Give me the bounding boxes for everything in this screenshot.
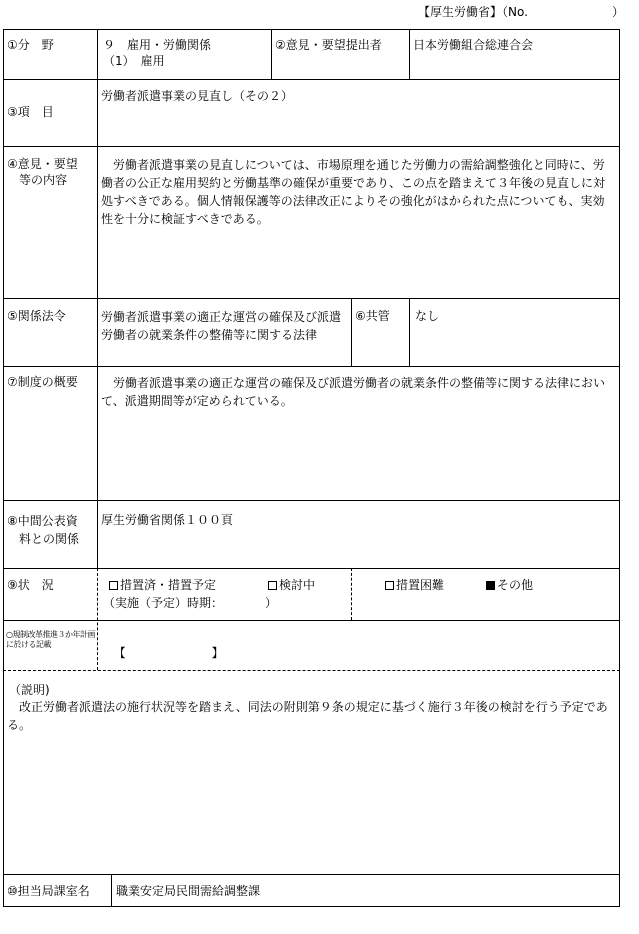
- law-label: ⑤関係法令: [7, 309, 66, 323]
- bureau-label-divider: [111, 874, 112, 907]
- joint-value: なし: [415, 309, 440, 323]
- content-text: 労働者派遣事業の見直しについては、市場原理を通じた労働力の需給調整強化と同時に、労働者の公正な雇用契約と労働基準の確保が重要であり、この点を踏まえて３年後の見直しに対処すべきである。個人情報保護等の法律改正によりその強化がはかられた点についても、実効性を十分に検証すべきである。: [101, 158, 606, 226]
- label-column-divider: [97, 29, 98, 569]
- row-divider: [3, 298, 620, 299]
- joint-label: ⑥共管: [355, 309, 390, 323]
- checkbox-difficult[interactable]: [385, 581, 394, 590]
- row-divider: [3, 874, 620, 875]
- status-option-label: その他: [497, 578, 534, 592]
- status-option-label: 措置困難: [396, 578, 445, 592]
- status-option-implemented[interactable]: [109, 577, 216, 593]
- number-close: ）: [611, 5, 624, 19]
- row-divider: [3, 366, 620, 367]
- submitter-value: 日本労働組合総連合会: [413, 38, 534, 52]
- field-value-line1: ９ 雇用・労働関係: [103, 38, 212, 52]
- row1-divider: [271, 29, 272, 79]
- explanation-text: 改正労働者派遣法の施行状況等を踏まえ、同法の附則第９条の規定に基づく施行３年後の検討を行う予定である。: [7, 700, 608, 732]
- law-divider: [409, 298, 410, 366]
- field-value-line2: （1） 雇用: [103, 54, 165, 68]
- checkbox-other-checked[interactable]: [486, 581, 495, 590]
- header: [418, 4, 628, 20]
- checkbox-reviewing[interactable]: [268, 581, 277, 590]
- plan-open-bracket: 【: [113, 646, 126, 660]
- row-divider: [3, 568, 620, 569]
- number-label: （No.: [502, 5, 528, 19]
- item-label: ③項 目: [7, 105, 54, 119]
- system-label: ⑦制度の概要: [7, 375, 78, 389]
- status-label: ⑨状 況: [7, 578, 54, 592]
- law-value: 労働者派遣事業の適正な運営の確保及び派遣労働者の就業条件の整備等に関する法律: [101, 310, 342, 342]
- bureau-value: 職業安定局民間需給調整課: [116, 884, 261, 898]
- status-option-label: 措置済・措置予定: [120, 578, 217, 592]
- status-option-other[interactable]: [486, 577, 533, 593]
- row-divider-dashed: [3, 670, 620, 671]
- plan-close-bracket: 】: [211, 646, 224, 660]
- row-divider: [3, 146, 620, 147]
- item-value: 労働者派遣事業の見直し（その２）: [101, 89, 294, 103]
- law-divider: [351, 298, 352, 366]
- bureau-label: ⑩担当局課室名: [7, 884, 90, 898]
- row-divider: [3, 500, 620, 501]
- explanation-heading: （説明): [9, 683, 50, 697]
- status-option-difficult[interactable]: [385, 577, 444, 593]
- row1-divider: [409, 29, 410, 79]
- checkbox-implemented[interactable]: [109, 581, 118, 590]
- content-label: ④意見・要望 等の内容: [7, 157, 78, 187]
- row-divider: [3, 79, 620, 80]
- status-option-label: 検討中: [279, 578, 316, 592]
- plan-label: ○規制改革推進３か年計画に於ける記載: [6, 630, 95, 649]
- label-column-divider-dashed: [97, 568, 98, 670]
- field-label: ①分 野: [7, 38, 54, 52]
- ministry-label: 【厚生労働省】: [418, 5, 503, 19]
- interim-value: 厚生労働省関係１００頁: [101, 513, 234, 527]
- interim-label: ⑧中間公表資 料との関係: [7, 514, 80, 546]
- plan-value: [106, 629, 224, 661]
- submitter-label: ②意見・要望提出者: [275, 38, 382, 52]
- status-divider-dashed: [351, 568, 352, 620]
- row-divider: [3, 620, 620, 621]
- status-schedule: （実施（予定）時期： ）: [103, 596, 278, 610]
- status-option-reviewing[interactable]: [268, 577, 315, 593]
- system-text: 労働者派遣事業の適正な運営の確保及び派遣労働者の就業条件の整備等に関する法律において、派遣期間等が定められている。: [101, 376, 606, 408]
